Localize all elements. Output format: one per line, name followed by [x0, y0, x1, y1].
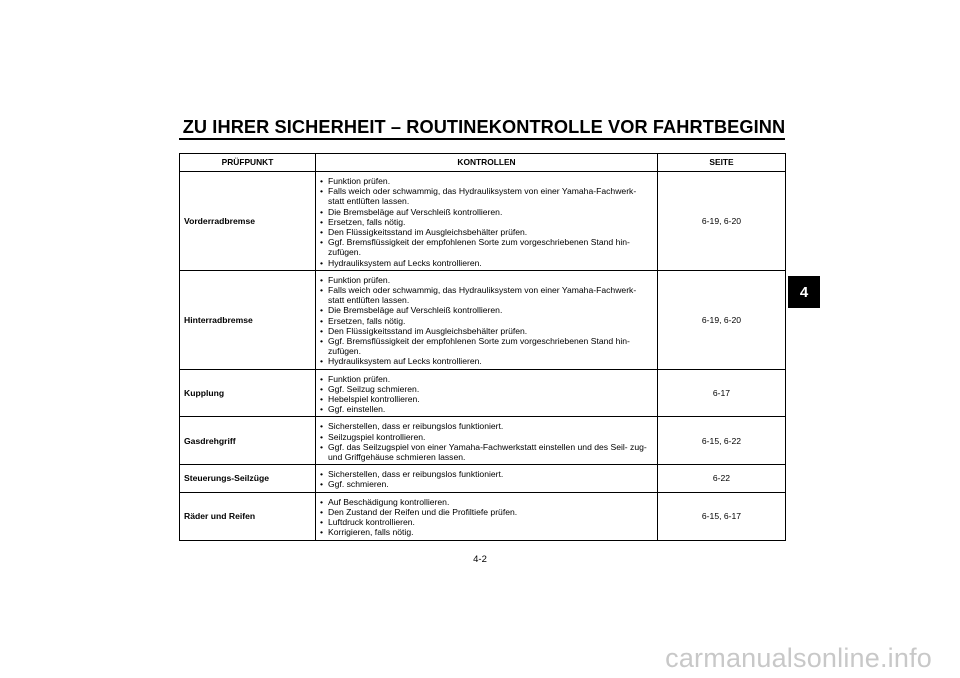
row-checks [316, 270, 658, 369]
row-item: Vorderradbremse [180, 172, 316, 271]
header-page: SEITE [658, 154, 786, 172]
check-item: • Ggf. das Seilzugspiel von einer Yamaha-Fachwerkstatt einstellen und des Seil- zug- und Griffgehäuse schmieren lassen. [319, 442, 653, 462]
row-checks [316, 492, 658, 540]
table-row [180, 270, 786, 369]
check-item: • Funktion prüfen. [319, 176, 653, 186]
chapter-tab: 4 [788, 276, 820, 308]
check-item: • Luftdruck kontrollieren. [319, 517, 653, 527]
check-item: • Hydrauliksystem auf Lecks kontrollieren. [319, 356, 653, 366]
row-checks [316, 417, 658, 465]
row-checks [316, 369, 658, 417]
table-row [180, 492, 786, 540]
table-row [180, 417, 786, 465]
row-page: 6-19, 6-20 [658, 172, 786, 271]
check-item: • Den Zustand der Reifen und die Profiltiefe prüfen. [319, 507, 653, 517]
page-title: ZU IHRER SICHERHEIT – ROUTINEKONTROLLE VOR FAHRTBEGINN [182, 117, 786, 137]
row-page: 6-15, 6-22 [658, 417, 786, 465]
check-item: • Den Flüssigkeitsstand im Ausgleichsbehälter prüfen. [319, 227, 653, 237]
check-item: • Hydrauliksystem auf Lecks kontrollieren. [319, 258, 653, 268]
row-checks [316, 172, 658, 271]
check-item: • Die Bremsbeläge auf Verschleiß kontrollieren. [319, 305, 653, 315]
row-item: Steuerungs-Seilzüge [180, 465, 316, 492]
table-row [180, 369, 786, 417]
check-item: • Sicherstellen, dass er reibungslos funktioniert. [319, 469, 653, 479]
check-item: • Die Bremsbeläge auf Verschleiß kontrollieren. [319, 207, 653, 217]
check-item: • Funktion prüfen. [319, 374, 653, 384]
table-header-row [180, 154, 786, 172]
row-page: 6-17 [658, 369, 786, 417]
row-checks [316, 465, 658, 492]
row-page: 6-15, 6-17 [658, 492, 786, 540]
row-item: Hinterradbremse [180, 270, 316, 369]
check-item: • Auf Beschädigung kontrollieren. [319, 497, 653, 507]
check-item: • Hebelspiel kontrollieren. [319, 394, 653, 404]
header-item: PRÜFPUNKT [180, 154, 316, 172]
check-item: • Ggf. einstellen. [319, 404, 653, 414]
check-item: • Ggf. schmieren. [319, 479, 653, 489]
watermark: carmanualsonline.info [665, 643, 932, 673]
title-rule [179, 138, 785, 140]
table-row [180, 465, 786, 492]
row-item: Räder und Reifen [180, 492, 316, 540]
page-number: 4-2 [473, 554, 487, 565]
row-page: 6-19, 6-20 [658, 270, 786, 369]
check-item: • Ggf. Bremsflüssigkeit der empfohlenen Sorte zum vorgeschriebenen Stand hin- zufügen. [319, 336, 653, 356]
check-item: • Korrigieren, falls nötig. [319, 527, 653, 537]
check-item: • Funktion prüfen. [319, 275, 653, 285]
check-item: • Ggf. Seilzug schmieren. [319, 384, 653, 394]
check-item: • Ersetzen, falls nötig. [319, 217, 653, 227]
row-item: Kupplung [180, 369, 316, 417]
row-item: Gasdrehgriff [180, 417, 316, 465]
check-item: • Ersetzen, falls nötig. [319, 316, 653, 326]
check-item: • Den Flüssigkeitsstand im Ausgleichsbehälter prüfen. [319, 326, 653, 336]
row-page: 6-22 [658, 465, 786, 492]
table-row [180, 172, 786, 271]
check-item: • Falls weich oder schwammig, das Hydrauliksystem von einer Yamaha-Fachwerk- statt entlüften lassen. [319, 285, 653, 305]
check-item: • Seilzugspiel kontrollieren. [319, 432, 653, 442]
check-item: • Sicherstellen, dass er reibungslos funktioniert. [319, 421, 653, 431]
check-item: • Ggf. Bremsflüssigkeit der empfohlenen Sorte zum vorgeschriebenen Stand hin- zufügen. [319, 237, 653, 257]
header-checks: KONTROLLEN [316, 154, 658, 172]
checklist-table [179, 153, 786, 541]
check-item: • Falls weich oder schwammig, das Hydrauliksystem von einer Yamaha-Fachwerk- statt entlüften lassen. [319, 186, 653, 206]
